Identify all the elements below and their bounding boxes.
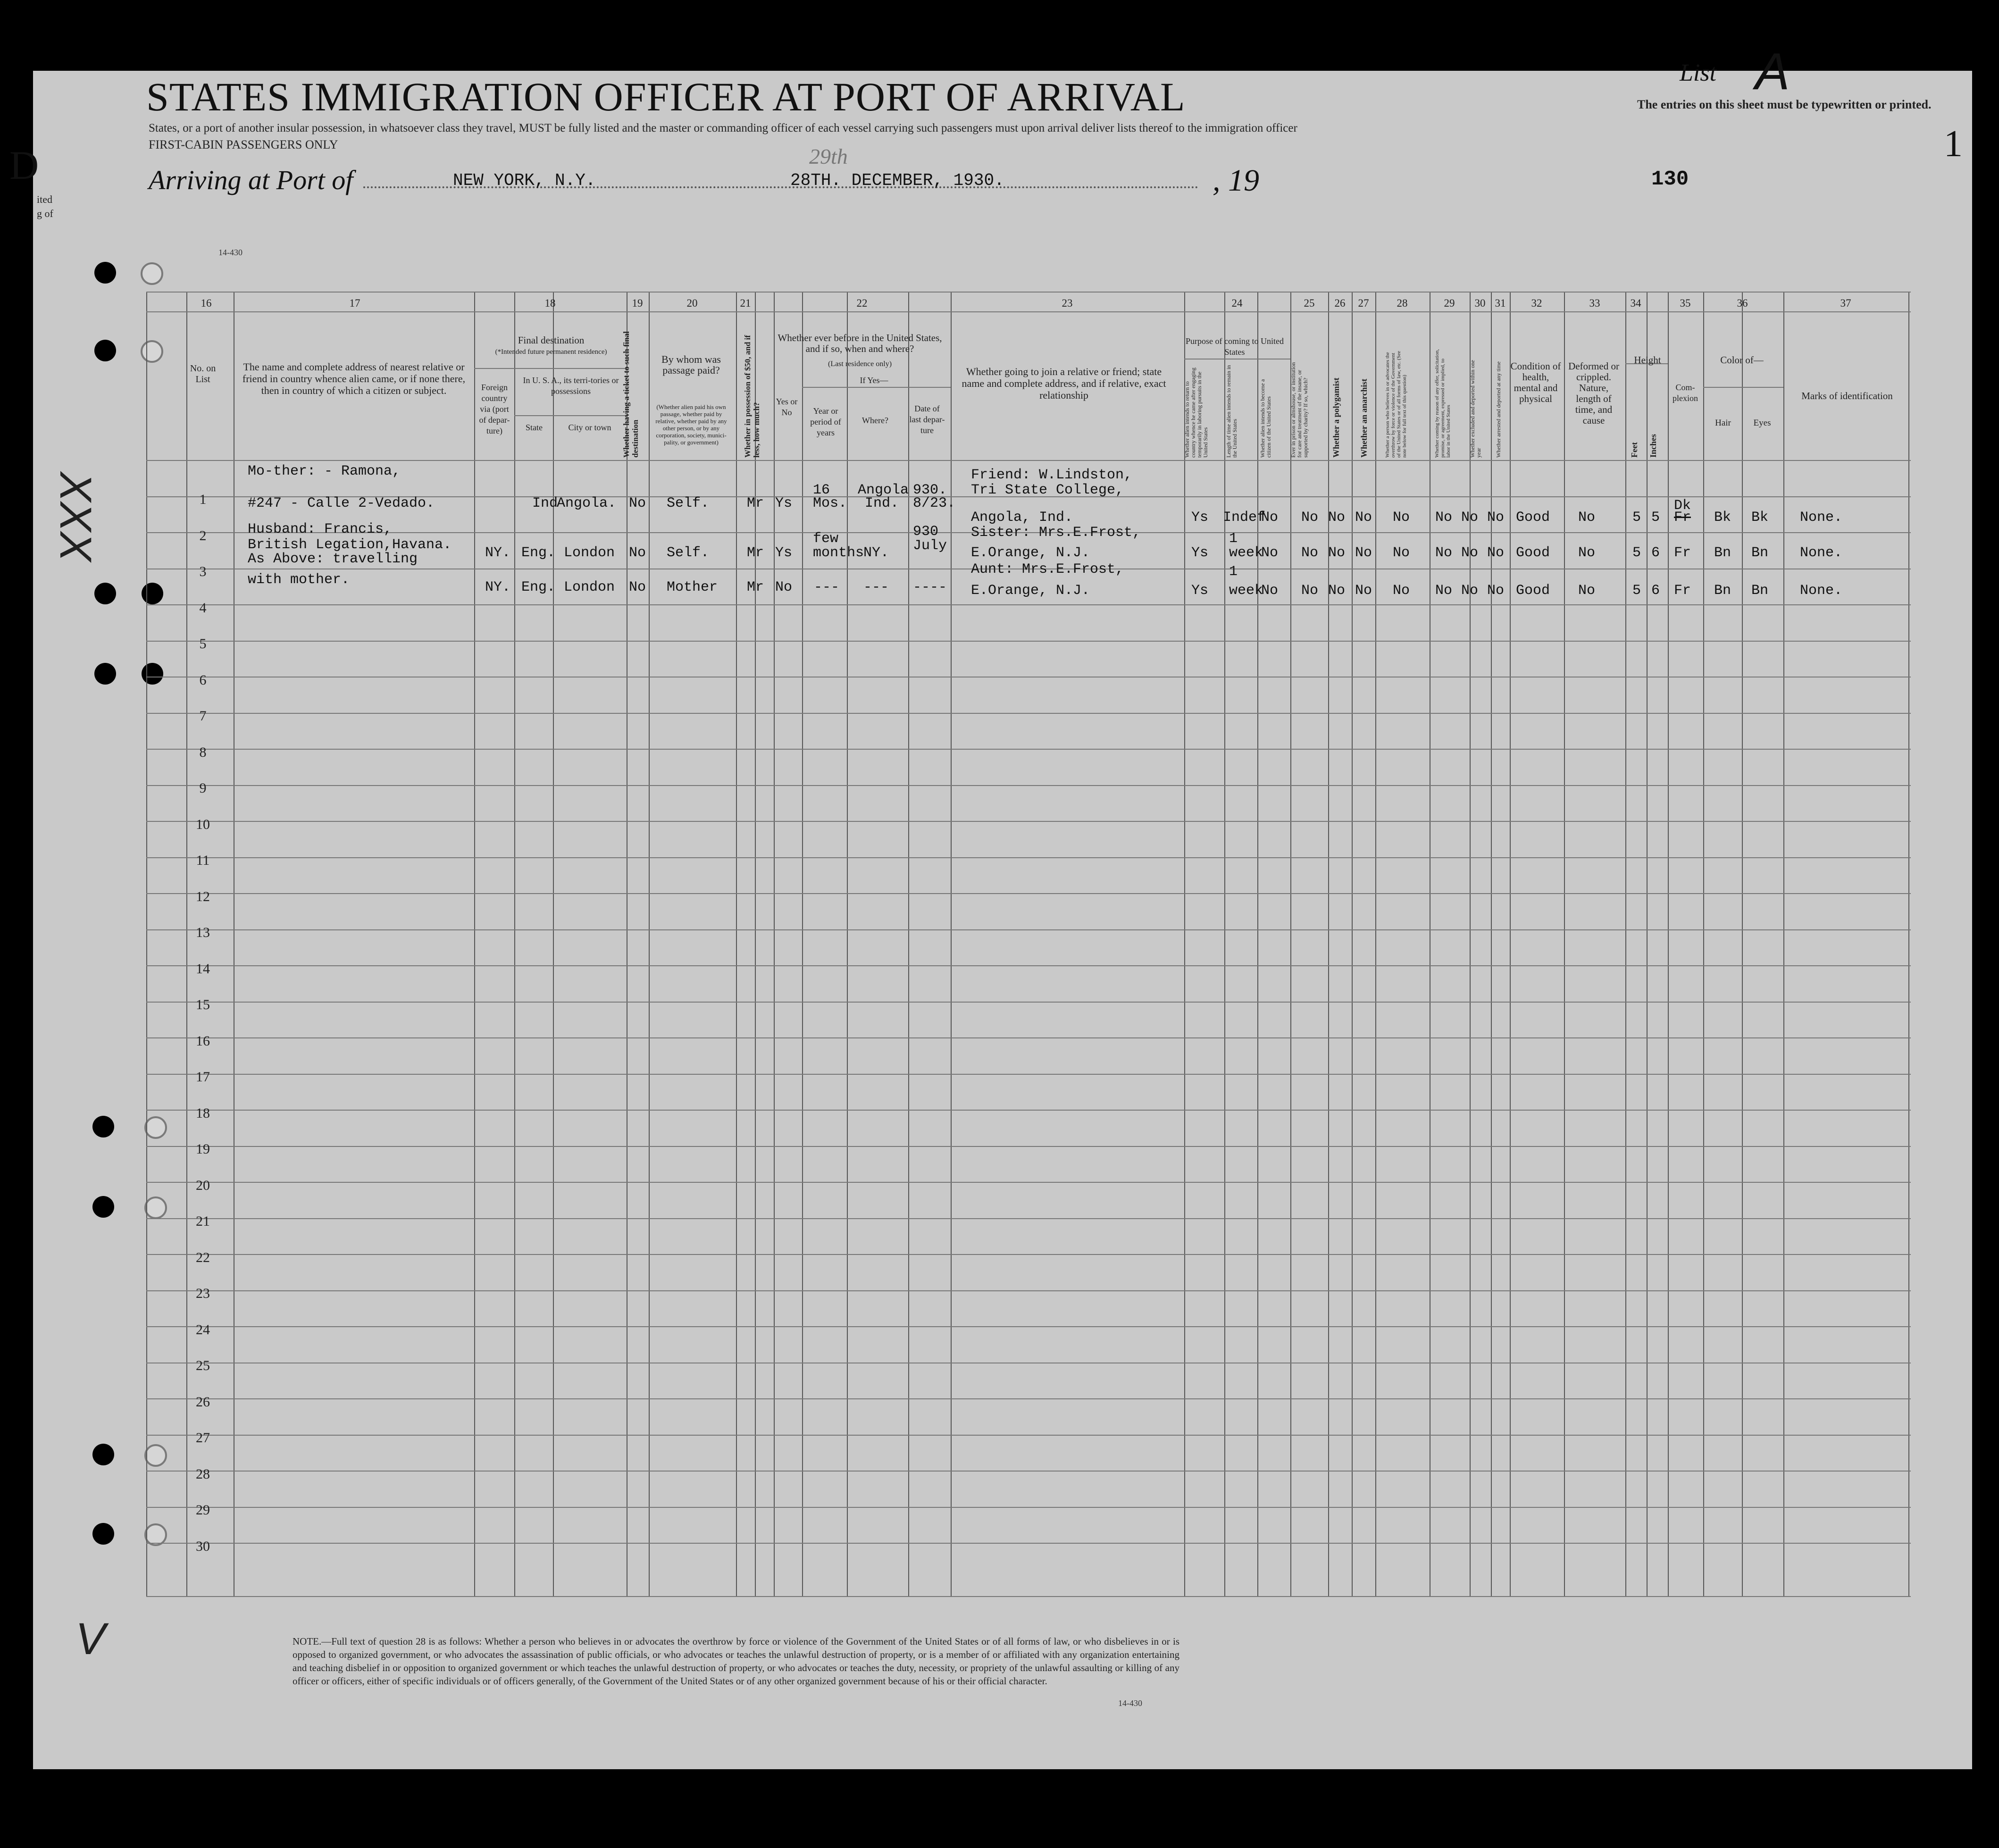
header-c24-title: Purpose of coming to United States — [1186, 336, 1284, 357]
header-c32: Condition of health, mental and physical — [1510, 360, 1561, 404]
grid-vline — [755, 292, 756, 1596]
header-c24c: Whether alien intends to become a citizen of the United States — [1259, 379, 1272, 458]
entry-2-years-unit: months — [813, 545, 864, 561]
entry-3-polygamist: No — [1328, 583, 1346, 599]
row-number: 1 — [199, 492, 207, 507]
entry-3-deported: No — [1487, 583, 1505, 599]
entry-1-deformed: No — [1578, 510, 1596, 526]
entry-1-feet: 5 — [1632, 510, 1641, 526]
header-c20: By whom was passage paid? — [661, 353, 721, 376]
grid-vline — [1703, 292, 1704, 1596]
grid-hline — [146, 1326, 1911, 1327]
grid-hline — [146, 857, 1911, 858]
right-side-mark: 1 — [1944, 123, 1963, 165]
grid-vline — [146, 292, 147, 1596]
entry-1-relative-address: #247 - Calle 2-Vedado. — [248, 495, 435, 511]
footer-form-number: 14-430 — [1118, 1698, 1142, 1708]
header-c35: Com-plexion — [1673, 383, 1698, 403]
row-number: 28 — [196, 1466, 210, 1482]
entry-2-city: London — [564, 545, 615, 561]
grid-hline — [146, 1002, 1911, 1003]
grid-vline — [1908, 292, 1909, 1596]
entry-2-inches: 6 — [1651, 545, 1660, 561]
grid-vline — [736, 292, 737, 1596]
entry-2-length: 1 — [1229, 531, 1238, 547]
page-subtitle: States, or a port of another insular possession, in whatsoever class they travel, MUST be fully listed and the master or commanding officer of each vessel carrying such passengers must upon arrival deliver lists thereof to the immigration officer — [149, 122, 1297, 134]
header-c34-title: Height — [1634, 354, 1661, 366]
header-c19: Whether having a ticket to such final destination — [622, 331, 640, 458]
row-number: 7 — [199, 708, 207, 724]
grid-hline — [146, 1182, 1911, 1183]
row-number: 14 — [196, 961, 210, 977]
entry-1-complexion-struck: Fr — [1674, 510, 1691, 526]
entry-2-length-unit: week — [1229, 545, 1263, 561]
bottom-check-mark: V — [75, 1614, 106, 1664]
row-number: 27 — [196, 1430, 210, 1446]
manifest-sheet — [33, 71, 1972, 1769]
entry-3-return: Ys — [1191, 583, 1209, 599]
entry-1-years-unit: Mos. — [813, 495, 847, 511]
entry-2-relative: Husband: Francis, — [248, 521, 393, 537]
grid-hline — [146, 893, 1911, 894]
header-c25: Ever in prison or almshouse, or institution for care and treatment of the insane, or supported by charity? If so, which? — [1290, 362, 1309, 458]
entry-2-hair: Bn — [1714, 545, 1731, 561]
grid-hline — [146, 1146, 1911, 1147]
column-number: 16 — [201, 297, 212, 309]
entry-1-deported: No — [1487, 510, 1505, 526]
grid-hline — [146, 929, 1911, 930]
grid-vline — [1375, 292, 1376, 1596]
column-number: 32 — [1531, 297, 1542, 309]
entry-3-deformed: No — [1578, 583, 1596, 599]
grid-vline — [1510, 292, 1511, 1596]
column-number: 26 — [1334, 297, 1346, 309]
grid-vline — [1668, 292, 1669, 1596]
entry-1-labor: No — [1435, 510, 1453, 526]
grid-vline — [1328, 292, 1329, 1596]
column-number: 36 — [1737, 297, 1748, 309]
header-c18-foreign: Foreign country via (port of depar-ture) — [479, 383, 510, 435]
row-number: 6 — [199, 672, 207, 688]
date-value: 28TH. DECEMBER, 1930. — [790, 171, 1004, 190]
column-number: 31 — [1495, 297, 1506, 309]
handwritten-date: 29th — [809, 144, 848, 168]
entry-1-date: 930. — [913, 482, 947, 498]
punch-hole — [92, 1116, 114, 1137]
entry-2-ticket: No — [629, 545, 646, 561]
punch-ring — [144, 1196, 167, 1219]
entry-2-join: Sister: Mrs.E.Frost, — [971, 525, 1141, 541]
entry-2-prison: No — [1301, 545, 1319, 561]
grid-hline — [146, 1074, 1911, 1075]
port-value: NEW YORK, N.Y. — [453, 171, 596, 190]
entry-2-citizen: No — [1261, 545, 1279, 561]
header-c26: Whether a polygamist — [1331, 377, 1341, 458]
entry-1-polygamist: No — [1328, 510, 1346, 526]
entry-3-health: Good — [1516, 583, 1550, 599]
header-c37: Marks of identification — [1801, 390, 1893, 401]
entry-3-foreign: NY. — [485, 579, 511, 595]
grid-vline — [1470, 292, 1471, 1596]
footer-note: NOTE.—Full text of question 28 is as follows: Whether a person who believes in or advocates the overthrow by force or violence of the Government of the United States or of all forms of law, or who disbelieves in or is opposed to organized government, or who advocates the assassination of public officials, or who advocates or teaches the unlawful destruction of property, or is a member of or affiliated with any organization entertaining and teaching disbelief in or opposition to organized government or which teaches the unlawful destruction of property, or who advocates or teaches the duty, necessity, or propriety of the unlawful assaulting or killing of any officer or officers, either of specific individuals or of officers generally, of the Government of the United States or of any other organized government because of his or their official character. — [293, 1636, 1179, 1687]
punch-hole — [94, 583, 116, 604]
grid-vline — [1352, 292, 1353, 1596]
column-number: 37 — [1840, 297, 1851, 309]
grid-vline — [1491, 292, 1492, 1596]
entry-2-labor: No — [1435, 545, 1453, 561]
entry-2-health: Good — [1516, 545, 1550, 561]
entry-2-money: Mr — [747, 545, 764, 561]
punch-ring — [144, 1444, 167, 1467]
grid-hline — [146, 641, 1911, 642]
grid-vline — [1224, 292, 1225, 1596]
grid-vline — [1184, 292, 1185, 1596]
punch-ring — [141, 340, 163, 363]
grid-vline — [1564, 292, 1565, 1596]
grid-hline — [146, 713, 1911, 714]
entry-2-eyes: Bn — [1751, 545, 1769, 561]
grid-subline — [802, 387, 951, 388]
grid-hline — [146, 1507, 1911, 1508]
punch-hole — [142, 583, 163, 604]
entry-2-foreign: NY. — [485, 545, 511, 561]
grid-subline — [1703, 387, 1783, 388]
year-label: , 19 — [1213, 163, 1259, 198]
punch-hole — [94, 262, 116, 284]
grid-vline — [774, 292, 775, 1596]
entry-2-anarchist: No — [1355, 545, 1372, 561]
header-c33: Deformed or crippled. Nature, length of time, and cause — [1568, 360, 1619, 426]
entry-3-hair: Bn — [1714, 583, 1731, 599]
entry-2-deported: No — [1487, 545, 1505, 561]
row-number: 24 — [196, 1322, 210, 1338]
row-number: 3 — [199, 564, 207, 579]
header-c34-feet: Feet — [1630, 442, 1639, 458]
list-number: A — [1755, 42, 1790, 100]
grid-hline — [146, 311, 1911, 312]
entry-2-return: Ys — [1191, 545, 1209, 561]
entry-1-length: Indef — [1223, 510, 1266, 526]
row-number: 17 — [196, 1069, 210, 1085]
entries-note: The entries on this sheet must be typewritten or printed. — [1637, 98, 1932, 111]
grid-hline — [146, 460, 1911, 461]
grid-vline — [1290, 292, 1291, 1596]
entry-1-date-day: 8/23. — [913, 495, 956, 511]
grid-vline — [802, 292, 803, 1596]
entry-3-marks: None. — [1800, 583, 1843, 599]
grid-vline — [514, 292, 515, 1596]
entry-1-return: Ys — [1191, 510, 1209, 526]
page-number: 130 — [1651, 167, 1689, 191]
punch-ring — [141, 262, 163, 285]
column-number: 33 — [1589, 297, 1600, 309]
entry-1-yes-no: Ys — [775, 495, 793, 511]
entry-2-date-month: July — [913, 538, 947, 554]
left-fragment-line-2: g of — [37, 208, 53, 219]
entry-3-anarchist: No — [1355, 583, 1372, 599]
header-c36-eyes: Eyes — [1753, 418, 1771, 428]
row-number: 25 — [196, 1358, 210, 1373]
header-c23: Whether going to join a relative or friend; state name and complete address, and if relative, exact relationship — [962, 366, 1166, 401]
row-number: 30 — [196, 1539, 210, 1554]
entry-1-money: Mr — [747, 495, 764, 511]
row-number: 19 — [196, 1141, 210, 1157]
punch-hole — [94, 340, 116, 361]
grid-vline — [649, 292, 650, 1596]
grid-hline — [146, 1110, 1911, 1111]
entry-2-deformed: No — [1578, 545, 1596, 561]
row-number: 9 — [199, 780, 207, 796]
header-c30: Whether excluded and deported within one year — [1469, 360, 1482, 458]
row-number: 23 — [196, 1286, 210, 1301]
header-c18-city: City or town — [568, 423, 611, 432]
entry-3-labor: No — [1435, 583, 1453, 599]
header-c24a: Whether alien intends to return to country whence he came after engaging temporarily in laboring pursuits in the United States — [1184, 368, 1209, 458]
entry-3-city: London — [564, 579, 615, 595]
arriving-label: Arriving at Port of — [149, 165, 353, 195]
header-c22-title: Whether ever before in the United States, and if so, when and where? — [778, 332, 942, 354]
column-number: 29 — [1444, 297, 1455, 309]
entry-3-join-address: E.Orange, N.J. — [971, 583, 1090, 599]
header-c31: Whether arrested and deported at any time — [1495, 361, 1502, 458]
grid-hline — [146, 749, 1911, 750]
row-number: 26 — [196, 1394, 210, 1410]
row-number: 20 — [196, 1178, 210, 1193]
entry-1-excluded: No — [1461, 510, 1479, 526]
header-c28: Whether a person who believes in or advocates the overthrow by force or violence of the Government of the United States or of all forms of law, etc. (See note below for full text of this question) — [1385, 351, 1407, 458]
grid-vline — [474, 292, 475, 1596]
entry-1-anarchist: No — [1355, 510, 1372, 526]
grid-vline — [847, 292, 848, 1596]
header-c34-inches: Inches — [1648, 434, 1658, 458]
row-number: 13 — [196, 925, 210, 940]
entry-1-city: Angola. — [557, 495, 617, 511]
column-number: 30 — [1474, 297, 1486, 309]
punch-hole — [92, 1196, 114, 1218]
entry-3-citizen: No — [1261, 583, 1279, 599]
entry-1-paid-by: Self. — [667, 495, 710, 511]
grid-hline — [146, 1596, 1911, 1597]
row-number: 15 — [196, 997, 210, 1012]
entry-3-feet: 5 — [1632, 583, 1641, 599]
header-c29: Whether coming by reason of any offer, solicitation, promise, or agreement, expressed or implied, to labor in the United States — [1434, 349, 1451, 458]
header-c22-ifyes: If Yes— — [860, 376, 888, 385]
column-number: 17 — [349, 297, 360, 309]
entry-3-complexion: Fr — [1674, 583, 1691, 599]
entry-1-health: Good — [1516, 510, 1550, 526]
entry-3-years: --- — [814, 579, 840, 595]
column-number: 28 — [1397, 297, 1408, 309]
entry-3-length-unit: week — [1229, 583, 1263, 599]
header-c18-usa: In U. S. A., its terri-tories or possessions — [523, 376, 619, 396]
entry-3-state: Eng. — [521, 579, 556, 595]
list-label: List — [1680, 59, 1717, 86]
column-number: 23 — [1062, 297, 1073, 309]
header-c16: No. on List — [190, 363, 216, 385]
punch-hole — [142, 663, 163, 685]
header-c18-sub: (*Intended future permanent residence) — [495, 348, 607, 356]
entry-3-money: Mr — [747, 579, 764, 595]
row-number: 16 — [196, 1033, 210, 1049]
row-number: 21 — [196, 1213, 210, 1229]
entry-3-ticket: No — [629, 579, 646, 595]
grid-vline — [1625, 292, 1626, 1596]
column-number: 20 — [686, 297, 698, 309]
first-cabin-label: FIRST-CABIN PASSENGERS ONLY — [149, 138, 338, 151]
entry-3-overthrow: No — [1393, 583, 1410, 599]
entry-2-state: Eng. — [521, 545, 556, 561]
entry-1-marks: None. — [1800, 510, 1843, 526]
entry-1-years: 16 — [813, 482, 830, 498]
column-number: 34 — [1630, 297, 1641, 309]
entry-3-eyes: Bn — [1751, 583, 1769, 599]
entry-1-join: Friend: W.Lindston, — [971, 467, 1133, 483]
form-number-top: 14-430 — [218, 248, 243, 257]
column-number: 18 — [544, 297, 556, 309]
punch-ring — [144, 1116, 167, 1139]
entry-3-relative: As Above: travelling — [248, 551, 418, 567]
entry-2-yes-no: Ys — [775, 545, 793, 561]
entry-2-years: few — [813, 531, 839, 547]
punch-hole — [94, 663, 116, 685]
left-fragment-line-1: ited — [37, 193, 52, 205]
entry-2-date: 930 — [913, 524, 939, 540]
header-c22-sub: (Last residence only) — [828, 360, 892, 368]
entry-3-paid-by: Mother — [667, 579, 718, 595]
entry-3-excluded: No — [1461, 583, 1479, 599]
left-margin-marks: XXX — [50, 472, 100, 562]
punch-hole — [92, 1444, 114, 1465]
column-number: 19 — [632, 297, 643, 309]
grid-hline — [146, 821, 1911, 822]
entry-2-polygamist: No — [1328, 545, 1346, 561]
header-c22-year: Year or period of years — [810, 406, 841, 437]
entry-3-date: ---- — [913, 579, 947, 595]
entry-1-citizen: No — [1261, 510, 1279, 526]
grid-vline — [951, 292, 952, 1596]
entry-2-paid-by: Self. — [667, 545, 710, 561]
header-c22-where: Where? — [862, 416, 888, 425]
grid-hline — [146, 292, 1911, 293]
grid-hline — [146, 1471, 1911, 1472]
grid-hline — [146, 965, 1911, 966]
grid-vline — [1257, 292, 1258, 1596]
entry-2-join-address: E.Orange, N.J. — [971, 545, 1090, 561]
column-number: 35 — [1680, 297, 1691, 309]
header-c22-yesno: Yes or No — [776, 397, 798, 417]
header-c18-title: Final destination — [518, 334, 585, 346]
entry-1-join-city: Angola, Ind. — [971, 510, 1073, 526]
header-c24b: Length of time alien intends to remain in the United States — [1225, 365, 1238, 458]
punch-hole — [92, 1523, 114, 1545]
header-c17: The name and complete address of nearest relative or friend in country whence alien came, or if none there, then in country of which a citizen or subject. — [242, 361, 466, 396]
entry-1-complexion: Dk — [1674, 498, 1691, 514]
entry-3-where: --- — [863, 579, 889, 595]
grid-hline — [146, 1435, 1911, 1436]
column-number: 24 — [1231, 297, 1243, 309]
column-number: 27 — [1358, 297, 1369, 309]
header-c36-hair: Hair — [1715, 418, 1731, 428]
entry-1-hair: Bk — [1714, 510, 1731, 526]
column-number: 21 — [740, 297, 751, 309]
entry-3-inches: 6 — [1651, 583, 1660, 599]
grid-vline — [1647, 292, 1648, 1596]
entry-1-join-address: Tri State College, — [971, 482, 1124, 498]
entry-2-excluded: No — [1461, 545, 1479, 561]
header-c22-date: Date of last depar-ture — [909, 404, 945, 435]
grid-hline — [146, 1290, 1911, 1291]
grid-hline — [146, 785, 1911, 786]
grid-hline — [146, 604, 1911, 605]
page-title: STATES IMMIGRATION OFFICER AT PORT OF ARRIVAL — [146, 74, 1186, 119]
entry-1-inches: 5 — [1651, 510, 1660, 526]
row-number: 2 — [199, 528, 207, 544]
grid-hline — [146, 1254, 1911, 1255]
entry-1-ticket: No — [629, 495, 646, 511]
header-c20-sub: (Whether alien paid his own passage, whether paid by relative, whether paid by any other person, or by any corporation, society, munici-pality, or government) — [655, 403, 727, 446]
row-number: 8 — [199, 744, 207, 760]
row-number: 12 — [196, 889, 210, 904]
grid-hline — [146, 1398, 1911, 1399]
entry-2-feet: 5 — [1632, 545, 1641, 561]
grid-vline — [1783, 292, 1784, 1596]
entry-2-marks: None. — [1800, 545, 1843, 561]
row-number: 11 — [196, 853, 210, 868]
entry-2-where: NY. — [863, 545, 889, 561]
row-number: 29 — [196, 1502, 210, 1518]
entry-1-prison: No — [1301, 510, 1319, 526]
header-c36-title: Color of— — [1720, 354, 1764, 366]
entry-1-overthrow: No — [1393, 510, 1410, 526]
entry-1-relative: Mo-ther: - Ramona, — [248, 463, 401, 479]
entry-3-prison: No — [1301, 583, 1319, 599]
row-number: 18 — [196, 1105, 210, 1121]
header-c21: Whether in possession of $50, and if less, how much? — [743, 335, 761, 458]
grid-hline — [146, 1037, 1911, 1038]
left-fragment: D — [9, 142, 39, 188]
column-number: 22 — [856, 297, 868, 309]
entry-2-complexion: Fr — [1674, 545, 1691, 561]
entry-3-join: Aunt: Mrs.E.Frost, — [971, 561, 1124, 577]
grid-subline — [514, 415, 627, 416]
row-number: 22 — [196, 1250, 210, 1265]
header-c27: Whether an anarchist — [1359, 378, 1369, 458]
column-number: 25 — [1304, 297, 1315, 309]
entry-3-length: 1 — [1229, 564, 1238, 580]
grid-subline — [474, 368, 627, 369]
entry-3-yes-no: No — [775, 579, 793, 595]
grid-vline — [553, 292, 554, 1596]
entry-2-relative-address: British Legation,Havana. — [248, 537, 452, 553]
row-number: 5 — [199, 636, 207, 652]
entry-1-where: Angola — [858, 482, 909, 498]
entry-2-overthrow: No — [1393, 545, 1410, 561]
grid-hline — [146, 1543, 1911, 1544]
entry-1-eyes: Bk — [1751, 510, 1769, 526]
grid-vline — [1742, 292, 1743, 1596]
grid-hline — [146, 1218, 1911, 1219]
row-number: 10 — [196, 817, 210, 832]
header-c18-state: State — [526, 423, 543, 432]
grid-subline — [1184, 359, 1290, 360]
entry-3-relative-note: with mother. — [248, 572, 350, 588]
entry-1-state: Ind — [532, 495, 558, 511]
entry-1-where-state: Ind. — [865, 495, 899, 511]
row-number: 4 — [199, 600, 207, 616]
